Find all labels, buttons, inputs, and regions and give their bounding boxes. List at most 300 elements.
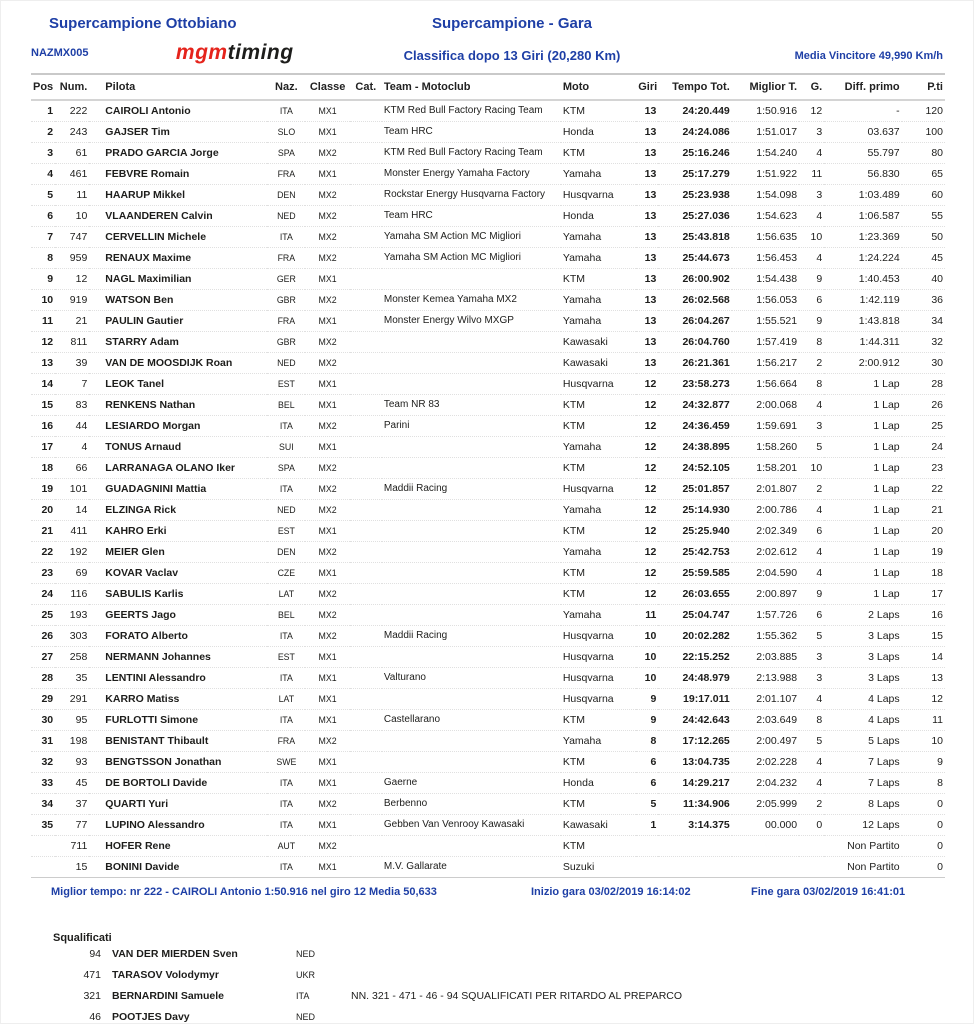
table-row (31, 500, 945, 521)
cell-moto: Yamaha (561, 311, 636, 332)
cell-g: 4 (799, 395, 824, 416)
cell-naz: ITA (267, 626, 305, 647)
cell-tempo-tot: 14:29.217 (658, 773, 731, 794)
cell-cat (350, 794, 382, 815)
cell-diff-primo: 1:43.818 (824, 311, 901, 332)
cell-cat (350, 227, 382, 248)
cell-pos: 29 (31, 689, 55, 710)
table-row (31, 227, 945, 248)
cell-naz: LAT (267, 689, 305, 710)
cell-g: 9 (799, 311, 824, 332)
cell-diff-primo: 7 Laps (824, 773, 901, 794)
col-header-pti: P.ti (902, 74, 945, 100)
cell-pos: 10 (31, 290, 55, 311)
cell-num: 95 (55, 710, 89, 731)
cell-naz: NED (267, 500, 305, 521)
cell-diff-primo: 1:06.587 (824, 206, 901, 227)
cell-cat (350, 269, 382, 290)
table-row (31, 374, 945, 395)
cell-classe: MX1 (305, 122, 349, 143)
cell-moto: Honda (561, 206, 636, 227)
cell-pilota: HOFER Rene (89, 836, 267, 857)
cell-diff-primo: 1 Lap (824, 395, 901, 416)
cell-pilota: WATSON Ben (89, 290, 267, 311)
cell-num: 7 (55, 374, 89, 395)
cell-moto: KTM (561, 584, 636, 605)
cell-moto: KTM (561, 710, 636, 731)
cell-team-motoclub: Castellarano (382, 710, 561, 731)
cell-giri: 12 (636, 521, 658, 542)
cell-classe: MX1 (305, 815, 349, 836)
cell-pos: 17 (31, 437, 55, 458)
cell-diff-primo: 3 Laps (824, 668, 901, 689)
cell-team-motoclub: Maddii Racing (382, 626, 561, 647)
cell-moto: Yamaha (561, 290, 636, 311)
table-row (31, 479, 945, 500)
cell-num: 303 (55, 626, 89, 647)
table-row (31, 353, 945, 374)
dsq-name: VAN DER MIERDEN Sven (112, 948, 238, 960)
cell-classe: MX1 (305, 100, 349, 122)
cell-pti: 22 (902, 479, 945, 500)
cell-num: 243 (55, 122, 89, 143)
cell-cat (350, 311, 382, 332)
cell-pti: 17 (902, 584, 945, 605)
cell-team-motoclub (382, 542, 561, 563)
cell-moto: Kawasaki (561, 353, 636, 374)
cell-team-motoclub: Monster Energy Wilvo MXGP (382, 311, 561, 332)
cell-miglior-t: 1:57.419 (732, 332, 799, 353)
cell-tempo-tot (658, 836, 731, 857)
cell-pilota: RENAUX Maxime (89, 248, 267, 269)
cell-moto: Husqvarna (561, 689, 636, 710)
cell-tempo-tot: 26:03.655 (658, 584, 731, 605)
cell-g: 4 (799, 752, 824, 773)
cell-g: 3 (799, 647, 824, 668)
cell-pti: 55 (902, 206, 945, 227)
cell-pilota: NAGL Maximilian (89, 269, 267, 290)
cell-moto: Yamaha (561, 542, 636, 563)
cell-cat (350, 290, 382, 311)
cell-team-motoclub (382, 332, 561, 353)
cell-naz: SWE (267, 752, 305, 773)
cell-cat (350, 752, 382, 773)
cell-diff-primo: 4 Laps (824, 710, 901, 731)
cell-classe: MX2 (305, 584, 349, 605)
cell-pilota: GAJSER Tim (89, 122, 267, 143)
col-header-pos: Pos (31, 74, 55, 100)
cell-miglior-t: 2:01.807 (732, 479, 799, 500)
cell-num: 193 (55, 605, 89, 626)
results-header (31, 74, 945, 100)
cell-miglior-t: 1:54.438 (732, 269, 799, 290)
cell-g: 6 (799, 290, 824, 311)
cell-tempo-tot: 24:32.877 (658, 395, 731, 416)
cell-tempo-tot: 26:04.267 (658, 311, 731, 332)
cell-team-motoclub: Yamaha SM Action MC Migliori (382, 227, 561, 248)
cell-pti: 26 (902, 395, 945, 416)
cell-pti: 12 (902, 689, 945, 710)
cell-miglior-t: 1:56.453 (732, 248, 799, 269)
cell-g: 9 (799, 584, 824, 605)
cell-pti: 0 (902, 794, 945, 815)
cell-pilota: FURLOTTI Simone (89, 710, 267, 731)
cell-num: 93 (55, 752, 89, 773)
cell-g: 10 (799, 227, 824, 248)
cell-pilota: LARRANAGA OLANO Iker (89, 458, 267, 479)
col-header-cat: Cat. (350, 74, 382, 100)
cell-moto: Kawasaki (561, 815, 636, 836)
cell-diff-primo: 1 Lap (824, 563, 901, 584)
cell-cat (350, 143, 382, 164)
cell-diff-primo: 7 Laps (824, 752, 901, 773)
cell-diff-primo: 3 Laps (824, 647, 901, 668)
cell-g: 5 (799, 437, 824, 458)
cell-miglior-t: 1:59.691 (732, 416, 799, 437)
race-end-text: Fine gara 03/02/2019 16:41:01 (751, 886, 906, 898)
table-row (31, 416, 945, 437)
cell-giri: 12 (636, 395, 658, 416)
table-row (31, 395, 945, 416)
cell-pilota: NERMANN Johannes (89, 647, 267, 668)
cell-pilota: RENKENS Nathan (89, 395, 267, 416)
table-row (31, 332, 945, 353)
cell-miglior-t: 2:03.649 (732, 710, 799, 731)
table-row (31, 689, 945, 710)
col-header-team-motoclub: Team - Motoclub (382, 74, 561, 100)
cell-moto: Yamaha (561, 500, 636, 521)
cell-diff-primo: 03.637 (824, 122, 901, 143)
cell-pos: 3 (31, 143, 55, 164)
cell-moto: KTM (561, 143, 636, 164)
cell-giri: 12 (636, 479, 658, 500)
cell-pilota: FEBVRE Romain (89, 164, 267, 185)
cell-team-motoclub (382, 605, 561, 626)
cell-cat (350, 353, 382, 374)
cell-pilota: STARRY Adam (89, 332, 267, 353)
table-row (31, 311, 945, 332)
cell-classe: MX2 (305, 542, 349, 563)
cell-pos: 35 (31, 815, 55, 836)
cell-g: 6 (799, 521, 824, 542)
cell-miglior-t: 1:56.635 (732, 227, 799, 248)
col-header-classe: Classe (305, 74, 349, 100)
cell-pos (31, 836, 55, 857)
cell-g (799, 836, 824, 857)
cell-naz: SLO (267, 122, 305, 143)
table-row (31, 542, 945, 563)
cell-miglior-t: 1:54.240 (732, 143, 799, 164)
cell-num: 411 (55, 521, 89, 542)
race-summary-bar (1, 878, 973, 898)
cell-pilota: MEIER Glen (89, 542, 267, 563)
cell-num: 69 (55, 563, 89, 584)
cell-num: 77 (55, 815, 89, 836)
cell-num: 192 (55, 542, 89, 563)
cell-tempo-tot: 26:21.361 (658, 353, 731, 374)
cell-naz: ITA (267, 710, 305, 731)
cell-pilota: TONUS Arnaud (89, 437, 267, 458)
disqualified-section (31, 932, 943, 1024)
cell-team-motoclub (382, 836, 561, 857)
cell-naz: BEL (267, 605, 305, 626)
cell-miglior-t: 1:55.362 (732, 626, 799, 647)
cell-classe: MX1 (305, 857, 349, 878)
cell-pilota: VAN DE MOOSDIJK Roan (89, 353, 267, 374)
cell-miglior-t: 1:56.664 (732, 374, 799, 395)
cell-team-motoclub (382, 584, 561, 605)
cell-team-motoclub (382, 752, 561, 773)
cell-tempo-tot: 25:44.673 (658, 248, 731, 269)
cell-classe: MX2 (305, 206, 349, 227)
cell-moto: Yamaha (561, 605, 636, 626)
cell-tempo-tot: 25:25.940 (658, 521, 731, 542)
cell-giri: 6 (636, 773, 658, 794)
cell-miglior-t: 1:51.017 (732, 122, 799, 143)
cell-tempo-tot: 11:34.906 (658, 794, 731, 815)
cell-giri: 13 (636, 353, 658, 374)
cell-pos: 11 (31, 311, 55, 332)
cell-naz: EST (267, 374, 305, 395)
cell-diff-primo: 1:40.453 (824, 269, 901, 290)
cell-pti: 40 (902, 269, 945, 290)
cell-pos: 23 (31, 563, 55, 584)
cell-naz: NED (267, 206, 305, 227)
cell-pos: 25 (31, 605, 55, 626)
cell-cat (350, 500, 382, 521)
cell-miglior-t: 1:50.916 (732, 100, 799, 122)
cell-g: 4 (799, 563, 824, 584)
cell-naz: AUT (267, 836, 305, 857)
cell-giri: 13 (636, 143, 658, 164)
cell-giri: 12 (636, 563, 658, 584)
cell-giri: 10 (636, 647, 658, 668)
cell-naz: SUI (267, 437, 305, 458)
cell-tempo-tot: 24:24.086 (658, 122, 731, 143)
cell-pti: 23 (902, 458, 945, 479)
cell-team-motoclub: KTM Red Bull Factory Racing Team (382, 100, 561, 122)
mgm-timing-logo (88, 41, 381, 65)
dsq-num: 321 (83, 990, 101, 1002)
col-header-num: Num. (55, 74, 89, 100)
cell-giri: 13 (636, 122, 658, 143)
cell-num: 711 (55, 836, 89, 857)
title-bar (1, 1, 973, 32)
cell-classe: MX2 (305, 353, 349, 374)
cell-classe: MX1 (305, 647, 349, 668)
cell-giri: 13 (636, 227, 658, 248)
cell-tempo-tot: 24:48.979 (658, 668, 731, 689)
cell-classe: MX2 (305, 500, 349, 521)
cell-pilota: LUPINO Alessandro (89, 815, 267, 836)
cell-team-motoclub: M.V. Gallarate (382, 857, 561, 878)
cell-pos: 31 (31, 731, 55, 752)
dsq-name: TARASOV Volodymyr (112, 969, 219, 981)
cell-moto: Kawasaki (561, 332, 636, 353)
cell-team-motoclub (382, 500, 561, 521)
cell-cat (350, 563, 382, 584)
cell-miglior-t: 2:02.349 (732, 521, 799, 542)
cell-naz: GER (267, 269, 305, 290)
cell-naz: NED (267, 353, 305, 374)
cell-team-motoclub: Parini (382, 416, 561, 437)
cell-moto: Suzuki (561, 857, 636, 878)
cell-diff-primo: 1 Lap (824, 437, 901, 458)
cell-naz: LAT (267, 584, 305, 605)
cell-giri: 12 (636, 416, 658, 437)
cell-pti: 25 (902, 416, 945, 437)
cell-diff-primo: 3 Laps (824, 626, 901, 647)
dsq-num: 46 (89, 1011, 101, 1023)
cell-num: 919 (55, 290, 89, 311)
cell-pti: 45 (902, 248, 945, 269)
cell-pos: 33 (31, 773, 55, 794)
cell-classe: MX1 (305, 395, 349, 416)
cell-pos: 9 (31, 269, 55, 290)
cell-diff-primo: 1 Lap (824, 584, 901, 605)
cell-pilota: SABULIS Karlis (89, 584, 267, 605)
cell-classe: MX1 (305, 773, 349, 794)
cell-pilota: BENGTSSON Jonathan (89, 752, 267, 773)
cell-miglior-t: 1:55.521 (732, 311, 799, 332)
cell-num: 66 (55, 458, 89, 479)
cell-giri: 13 (636, 206, 658, 227)
disqualified-row (31, 965, 943, 986)
cell-cat (350, 185, 382, 206)
cell-tempo-tot: 23:58.273 (658, 374, 731, 395)
table-row (31, 290, 945, 311)
cell-pti: 15 (902, 626, 945, 647)
cell-classe: MX1 (305, 374, 349, 395)
cell-tempo-tot: 25:23.938 (658, 185, 731, 206)
cell-moto: Husqvarna (561, 374, 636, 395)
cell-naz: ITA (267, 794, 305, 815)
cell-naz: ITA (267, 100, 305, 122)
cell-pos: 19 (31, 479, 55, 500)
cell-team-motoclub (382, 269, 561, 290)
cell-moto: Husqvarna (561, 479, 636, 500)
cell-g: 0 (799, 815, 824, 836)
cell-giri: 12 (636, 500, 658, 521)
cell-miglior-t: 2:00.786 (732, 500, 799, 521)
cell-naz: DEN (267, 542, 305, 563)
cell-team-motoclub (382, 374, 561, 395)
table-row (31, 206, 945, 227)
cell-num: 291 (55, 689, 89, 710)
subtitle-bar (1, 32, 973, 65)
cell-pti: 36 (902, 290, 945, 311)
cell-classe: MX2 (305, 458, 349, 479)
cell-cat (350, 710, 382, 731)
cell-pos: 32 (31, 752, 55, 773)
cell-pos: 12 (31, 332, 55, 353)
cell-naz: CZE (267, 563, 305, 584)
cell-giri: 8 (636, 731, 658, 752)
cell-classe: MX2 (305, 248, 349, 269)
cell-naz: ITA (267, 815, 305, 836)
cell-team-motoclub (382, 521, 561, 542)
cell-moto: Husqvarna (561, 626, 636, 647)
cell-diff-primo: Non Partito (824, 836, 901, 857)
cell-pilota: DE BORTOLI Davide (89, 773, 267, 794)
cell-classe: MX2 (305, 626, 349, 647)
cell-miglior-t: 1:54.623 (732, 206, 799, 227)
cell-moto: KTM (561, 752, 636, 773)
cell-num: 101 (55, 479, 89, 500)
cell-moto: KTM (561, 794, 636, 815)
best-lap-text: Miglior tempo: nr 222 - CAIROLI Antonio 1:50.916 nel giro 12 Media 50,633 (51, 886, 437, 898)
cell-pos: 5 (31, 185, 55, 206)
cell-pilota: HAARUP Mikkel (89, 185, 267, 206)
cell-tempo-tot: 25:42.753 (658, 542, 731, 563)
cell-cat (350, 100, 382, 122)
cell-tempo-tot: 25:43.818 (658, 227, 731, 248)
cell-classe: MX1 (305, 710, 349, 731)
cell-miglior-t: 2:05.999 (732, 794, 799, 815)
cell-pti: 20 (902, 521, 945, 542)
cell-pti: 0 (902, 815, 945, 836)
cell-moto: Husqvarna (561, 647, 636, 668)
cell-miglior-t: 2:02.228 (732, 752, 799, 773)
cell-naz: EST (267, 521, 305, 542)
cell-diff-primo: 1 Lap (824, 479, 901, 500)
cell-cat (350, 668, 382, 689)
cell-tempo-tot: 25:17.279 (658, 164, 731, 185)
cell-tempo-tot: 26:02.568 (658, 290, 731, 311)
cell-pti: 16 (902, 605, 945, 626)
cell-classe: MX2 (305, 290, 349, 311)
cell-team-motoclub: KTM Red Bull Factory Racing Team (382, 143, 561, 164)
cell-pti: 30 (902, 353, 945, 374)
cell-pti: 60 (902, 185, 945, 206)
cell-cat (350, 689, 382, 710)
cell-miglior-t: 2:01.107 (732, 689, 799, 710)
cell-pos: 6 (31, 206, 55, 227)
cell-pos: 15 (31, 395, 55, 416)
cell-diff-primo: 1 Lap (824, 542, 901, 563)
cell-giri: 12 (636, 374, 658, 395)
cell-pilota: CERVELLIN Michele (89, 227, 267, 248)
cell-num: 811 (55, 332, 89, 353)
logo-timing-text: timing (227, 41, 294, 64)
cell-tempo-tot: 24:20.449 (658, 100, 731, 122)
cell-classe: MX1 (305, 521, 349, 542)
cell-moto: Yamaha (561, 437, 636, 458)
cell-cat (350, 542, 382, 563)
table-row (31, 164, 945, 185)
cell-team-motoclub: Monster Energy Yamaha Factory (382, 164, 561, 185)
cell-g: 5 (799, 731, 824, 752)
cell-team-motoclub: Maddii Racing (382, 479, 561, 500)
cell-miglior-t: 2:03.885 (732, 647, 799, 668)
table-row (31, 143, 945, 164)
disqualified-title: Squalificati (53, 932, 112, 944)
cell-miglior-t: 00.000 (732, 815, 799, 836)
cell-diff-primo: 12 Laps (824, 815, 901, 836)
dsq-num: 94 (89, 948, 101, 960)
cell-naz: ITA (267, 479, 305, 500)
cell-tempo-tot: 17:12.265 (658, 731, 731, 752)
cell-miglior-t: 2:04.232 (732, 773, 799, 794)
table-row (31, 100, 945, 122)
cell-pti: 19 (902, 542, 945, 563)
cell-giri: 12 (636, 584, 658, 605)
cell-num: 83 (55, 395, 89, 416)
table-row (31, 458, 945, 479)
disqualified-row (31, 1007, 943, 1024)
cell-cat (350, 815, 382, 836)
cell-moto: KTM (561, 563, 636, 584)
